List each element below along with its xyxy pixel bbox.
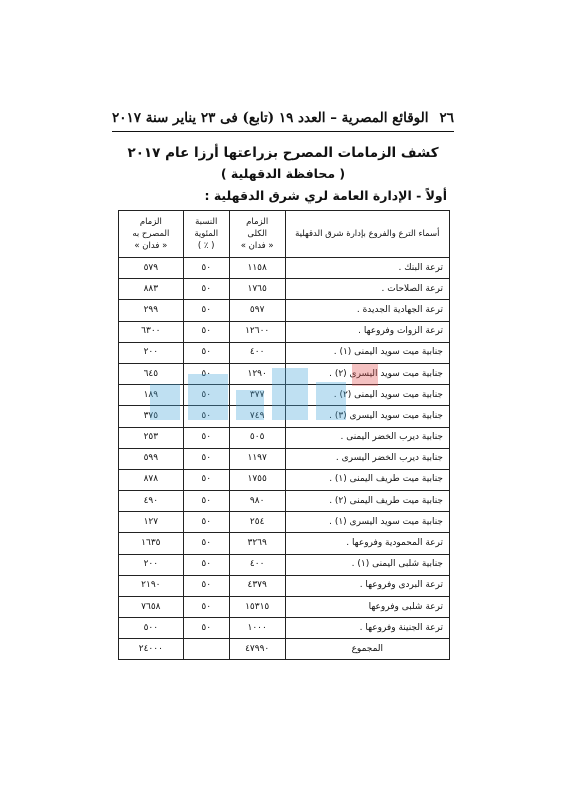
allowed-area-cell: ٢٥٣ [119,427,184,448]
allowed-area-cell: ١٦٣٥ [119,533,184,554]
canal-name-header-label: أسماء الترع والفروع بإدارة شرق الدقهلية [295,228,440,239]
governorate-subtitle: ( محافظة الدقهلية ) [220,166,346,181]
table-row [119,448,450,469]
percentage-cell: ٥٠ [183,363,229,384]
table-row [119,469,450,490]
allowed-area-cell: ٨٧٨ [119,469,184,490]
total-area-cell: ٥٩٧ [229,300,285,321]
allowed-area-cell: ٦٣٠٠ [119,321,184,342]
percentage-cell: ٥٠ [183,279,229,300]
canal-name-cell: جنابية ديرب الخضر اليمنى . [285,427,449,448]
percentage-cell: ٥٠ [183,575,229,596]
percentage-cell: ٥٠ [183,491,229,512]
allowed-area-cell: ٢٠٠ [119,554,184,575]
publication-line: الوقائع المصرية – العدد ١٩ (تابع) فى ٢٣ يناير سنة ٢٠١٧ [112,110,429,126]
total-area-cell: ١١٥٨ [229,258,285,279]
percentage-cell: ٥٠ [183,385,229,406]
canal-name-cell: ترعة الصلاحات . [285,279,449,300]
percentage-cell: ٥٠ [183,342,229,363]
allowed-area-cell: ٦٤٥ [119,363,184,384]
canal-name-cell: جنابية ديرب الخضر اليسرى . [285,448,449,469]
total-label-cell: المجموع [285,639,449,660]
total-area-cell: ١٧٦٥ [229,279,285,300]
total-area-cell: ٤٣٧٩ [229,575,285,596]
column-header-canal-name [285,211,449,258]
table-row [119,597,450,618]
canal-name-cell: جنابية ميت سويد اليسرى (٣) . [285,406,449,427]
grand-allowed-area-cell: ٢٤٠٠٠ [119,639,184,660]
total-area-cell: ٧٤٩ [229,406,285,427]
column-header-total-area [229,211,285,258]
table-row [119,406,450,427]
total-area-cell: ١٢٦٠٠ [229,321,285,342]
total-area-cell: ١٠٠٠ [229,618,285,639]
document-title: كشف الزمامات المصرح بزراعتها أرزا عام ٢٠١٧ [127,145,439,161]
canal-name-cell: ترعة الجهادية الجديدة . [285,300,449,321]
table-row [119,300,450,321]
allowed-area-cell: ١٨٩ [119,385,184,406]
percentage-cell: ٥٠ [183,618,229,639]
percentage-cell: ٥٠ [183,533,229,554]
percentage-cell: ٥٠ [183,448,229,469]
table-row [119,512,450,533]
table-row [119,342,450,363]
allowed-area-header-label: الزمام المصرح به [132,216,170,239]
percentage-cell: ٥٠ [183,300,229,321]
total-area-header-unit: « فدان » [240,241,274,252]
total-area-cell: ٥٠٥ [229,427,285,448]
table-row [119,279,450,300]
canal-name-cell: ترعة شلبى وفروعها [285,597,449,618]
total-area-cell: ٣٢٦٩ [229,533,285,554]
table-row [119,427,450,448]
total-area-cell: ١٢٩٠ [229,363,285,384]
allowed-area-cell: ٤٩٠ [119,491,184,512]
section-heading: أولاً - الإدارة العامة لري شرق الدقهلية : [204,188,447,203]
percentage-cell: ٥٠ [183,597,229,618]
canal-name-cell: ترعة الزوات وفروعها . [285,321,449,342]
allowed-area-cell: ٥٠٠ [119,618,184,639]
total-percentage-cell [183,639,229,660]
canal-name-cell: جنابية ميت طريف اليمنى (١) . [285,469,449,490]
table-row [119,363,450,384]
total-area-cell: ٤٠٠ [229,342,285,363]
allowed-area-cell: ٢٩٩ [119,300,184,321]
total-area-cell: ١٧٥٥ [229,469,285,490]
total-area-cell: ٩٨٠ [229,491,285,512]
table-header-row [119,211,450,258]
canal-name-cell: جنابية شلبى اليمنى (١) . [285,554,449,575]
allowed-area-header-unit: « فدان » [134,241,168,252]
running-header [112,107,454,129]
canal-name-cell: جنابية ميت سويد اليسرى (٢) . [285,363,449,384]
percentage-cell: ٥٠ [183,258,229,279]
allowed-area-cell: ٢١٩٠ [119,575,184,596]
total-area-cell: ١٥٣١٥ [229,597,285,618]
allocation-table [118,210,450,660]
percentage-cell: ٥٠ [183,554,229,575]
percentage-header-label: النسبة المئوية [194,216,219,239]
percentage-cell: ٥٠ [183,406,229,427]
total-area-cell: ٤٠٠ [229,554,285,575]
page-number: ٢٦ [439,110,454,126]
percentage-cell: ٥٠ [183,469,229,490]
canal-name-cell: ترعة الجنينة وفروعها . [285,618,449,639]
canal-name-cell: جنابية ميت سويد اليسرى (١) . [285,512,449,533]
table-row [119,258,450,279]
total-area-header-label: الزمام الكلى [246,216,269,239]
canal-name-cell: جنابية ميت سويد اليمنى (٢) . [285,385,449,406]
table-row [119,554,450,575]
percentage-header-unit: ( ٪ ) [197,241,215,252]
percentage-cell: ٥٠ [183,427,229,448]
total-area-cell: ١١٩٧ [229,448,285,469]
column-header-percentage [183,211,229,258]
table-row [119,575,450,596]
table-total-row [119,639,450,660]
canal-name-cell: ترعة البردى وفروعها . [285,575,449,596]
column-header-allowed-area [119,211,184,258]
percentage-cell: ٥٠ [183,321,229,342]
allowed-area-cell: ٣٧٥ [119,406,184,427]
table-row [119,618,450,639]
canal-name-cell: ترعة المحمودية وفروعها . [285,533,449,554]
canal-name-cell: جنابية ميت طريف اليمنى (٢) . [285,491,449,512]
allowed-area-cell: ٥٩٩ [119,448,184,469]
grand-total-area-cell: ٤٧٩٩٠ [229,639,285,660]
table-row [119,385,450,406]
allowed-area-cell: ٨٨٣ [119,279,184,300]
canal-name-cell: ترعة البنك . [285,258,449,279]
total-area-cell: ٢٥٤ [229,512,285,533]
total-area-cell: ٣٧٧ [229,385,285,406]
allowed-area-cell: ٢٠٠ [119,342,184,363]
percentage-cell: ٥٠ [183,512,229,533]
header-rule [112,131,454,132]
table-row [119,491,450,512]
table-row [119,533,450,554]
allowed-area-cell: ١٢٧ [119,512,184,533]
canal-name-cell: جنابية ميت سويد اليمنى (١) . [285,342,449,363]
allowed-area-cell: ٥٧٩ [119,258,184,279]
allowed-area-cell: ٧٦٥٨ [119,597,184,618]
table-row [119,321,450,342]
